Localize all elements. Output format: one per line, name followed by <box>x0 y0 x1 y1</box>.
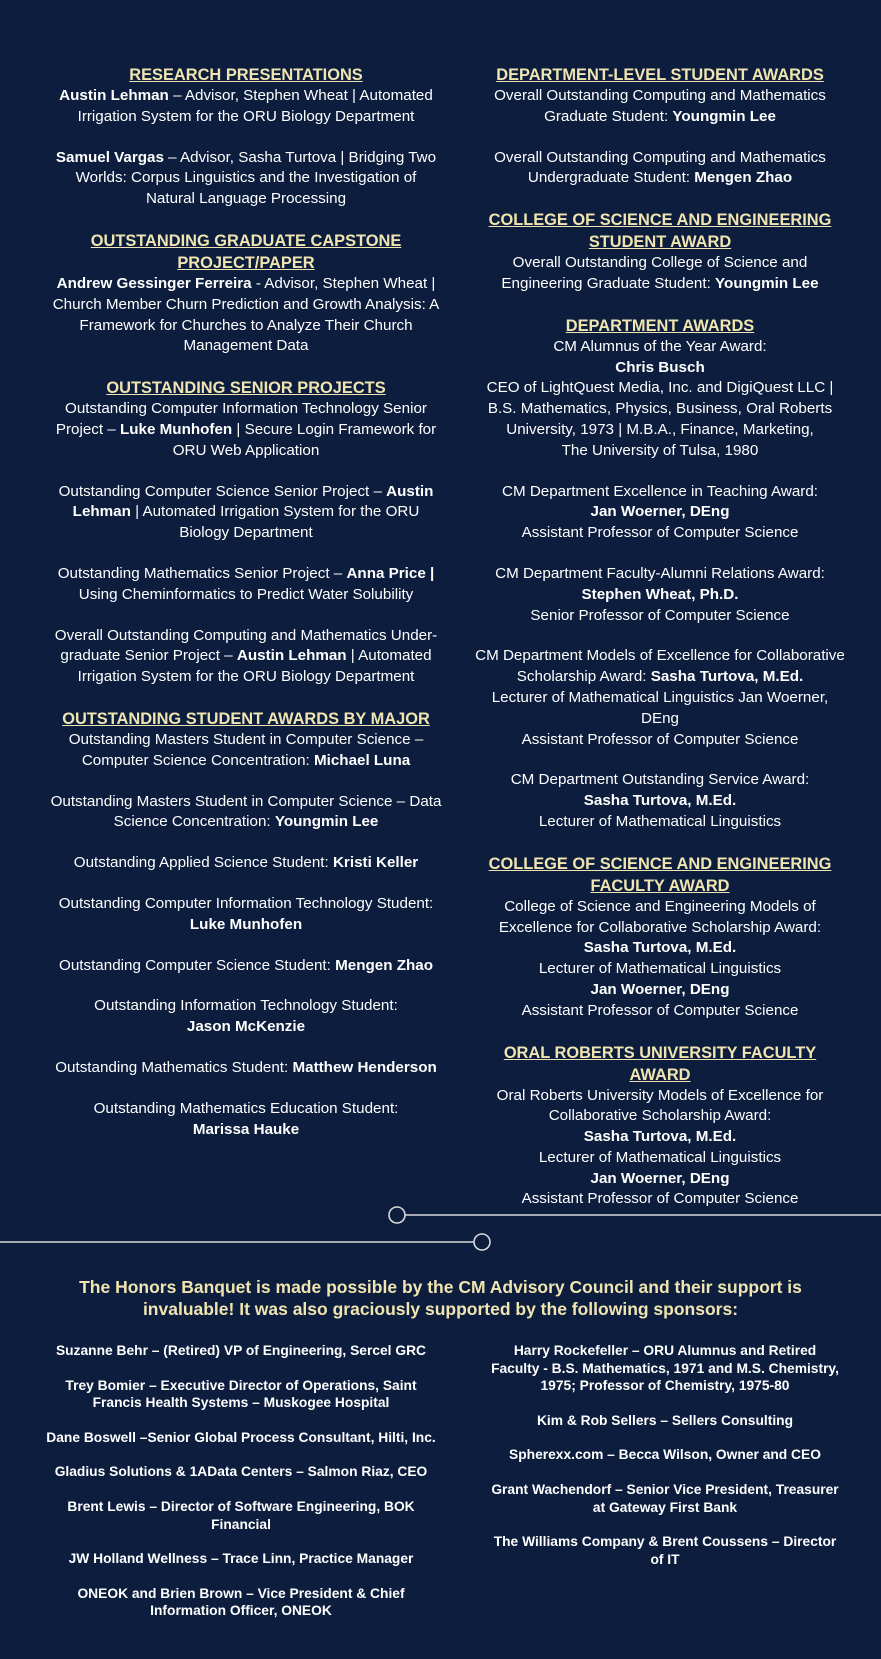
sponsor-item: JW Holland Wellness – Trace Linn, Practice Manager <box>68 1551 414 1567</box>
sponsor-item: Grant Wachendorf – Senior Vice President, Treasurer at Gateway First Bank <box>491 1481 839 1515</box>
department-awards-section <box>472 315 848 833</box>
major-award-item: Outstanding Computer Information Technology Student: Luke Munhofen <box>58 894 434 933</box>
research-item: Samuel Vargas – Advisor, Sasha Turtova | Bridging Two Worlds: Corpus Linguistics and the Investigation of Natural Language Processing <box>55 148 437 208</box>
models-excellence-award: CM Department Models of Excellence for Collaborative Scholarship Award: Sasha Turtova, M.Ed. Lecturer of Mathematical Linguistics Jan Woerner, DEng Assistant Professor of Computer Science <box>475 647 845 748</box>
section-heading: DEPARTMENT AWARDS <box>565 316 755 335</box>
service-award: CM Department Outstanding Service Award: Sasha Turtova, M.Ed. Lecturer of Mathematical Linguistics <box>510 771 810 830</box>
sponsor-item: Suzanne Behr – (Retired) VP of Engineering, Sercel GRC <box>55 1343 427 1358</box>
section-heading: OUTSTANDING STUDENT AWARDS BY MAJOR <box>62 709 430 728</box>
teaching-award: CM Department Excellence in Teaching Award: Jan Woerner, DEng Assistant Professor of Computer Science <box>501 482 818 542</box>
senior-item: Outstanding Computer Information Technology Senior Project – Luke Munhofen | Secure Login Framework for ORU Web Application <box>55 400 437 459</box>
major-award-item: Outstanding Applied Science Student: Kristi Keller <box>73 854 419 872</box>
sponsor-item: Gladius Solutions & 1AData Centers – Salmon Riaz, CEO <box>54 1464 428 1480</box>
senior-item: Outstanding Computer Science Senior Project – Austin Lehman | Automated Irrigation System for the ORU Biology Department <box>58 482 434 542</box>
section-heading: COLLEGE OF SCIENCE AND ENGINEERING FACULTY AWARD <box>488 854 832 895</box>
oru-faculty-award-section: ORAL ROBERTS UNIVERSITY FACULTY AWARD Oral Roberts University Models of Excellence for Collaborative Scholarship Award: Sasha Turtova, M.Ed. Lecturer of Mathematical Linguistics Jan Woerner, DEng Assistant Professor of Computer Science <box>472 1042 848 1211</box>
award-item: Overall Outstanding College of Science and Engineering Graduate Student: Youngmin Lee <box>501 254 819 292</box>
by-major-section <box>50 708 442 1140</box>
major-award-item: Outstanding Mathematics Student: Matthew Henderson <box>55 1058 437 1076</box>
sponsor-item: Harry Rockefeller – ORU Alumnus and Retired Faculty - B.S. Mathematics, 1971 and M.S. Chemistry, 1975; Professor of Chemistry, 1975-80 <box>491 1343 839 1394</box>
major-award-item: Outstanding Masters Student in Computer Science – Data Science Concentration: Youngmin Lee <box>50 792 442 831</box>
section-heading: COLLEGE OF SCIENCE AND ENGINEERING STUDENT AWARD <box>488 211 832 252</box>
sponsor-item: Spherexx.com – Becca Wilson, Owner and CEO <box>509 1447 821 1463</box>
left-column <box>50 64 442 1140</box>
sponsor-item: Kim & Rob Sellers – Sellers Consulting <box>536 1412 794 1428</box>
sponsor-item: Dane Boswell –Senior Global Process Consultant, Hilti, Inc. <box>46 1429 436 1445</box>
divider-circle-top <box>389 1207 405 1223</box>
major-award-item: Outstanding Masters Student in Computer Science – Computer Science Concentration: Michael Luna <box>68 730 424 769</box>
sponsors-right-column <box>490 1342 840 1585</box>
research-presentations-section <box>50 64 442 210</box>
sponsor-item: Trey Bomier – Executive Director of Operations, Saint Francis Health Systems – Muskogee Hospital <box>65 1377 417 1411</box>
section-heading: DEPARTMENT-LEVEL STUDENT AWARDS <box>496 66 824 84</box>
section-heading: OUTSTANDING GRADUATE CAPSTONE PROJECT/PAPER <box>90 231 402 272</box>
senior-projects-section <box>50 377 442 688</box>
decorative-divider <box>0 1200 881 1260</box>
section-heading: ORAL ROBERTS UNIVERSITY FACULTY AWARD <box>503 1043 817 1084</box>
sponsor-thanks-text: The Honors Banquet is made possible by the CM Advisory Council and their support is invaluable! It was also graciously supported by the following sponsors: <box>79 1277 802 1319</box>
section-heading: RESEARCH PRESENTATIONS <box>129 66 363 84</box>
sponsors-left-column <box>40 1342 442 1637</box>
dept-student-awards-section <box>472 64 848 189</box>
section-heading: OUTSTANDING SENIOR PROJECTS <box>106 379 386 398</box>
senior-item: Outstanding Mathematics Senior Project – Anna Price | Using Cheminformatics to Predict Water Solubility <box>57 564 435 603</box>
faculty-alumni-award: CM Department Faculty-Alumni Relations Award: Stephen Wheat, Ph.D. Senior Professor of Computer Science <box>495 564 825 624</box>
capstone-item: Andrew Gessinger Ferreira - Advisor, Stephen Wheat | Church Member Churn Prediction and Growth Analysis: A Framework for Churches to Analyze Their Church Management Data <box>52 274 440 355</box>
college-faculty-award-section: COLLEGE OF SCIENCE AND ENGINEERING FACULTY AWARD College of Science and Engineering Models of Excellence for Collaborative Scholarship Award: Sasha Turtova, M.Ed. Lecturer of Mathematical Linguistics Jan Woerner, DEng Assistant Professor of Computer Science <box>472 853 848 1022</box>
award-item: Overall Outstanding Computing and Mathematics Undergraduate Student: Mengen Zhao <box>494 148 826 187</box>
award-item: Overall Outstanding Computing and Mathematics Graduate Student: Youngmin Lee <box>494 87 826 125</box>
major-award-item: Outstanding Mathematics Education Student: Marissa Hauke <box>93 1099 399 1138</box>
major-award-item: Outstanding Computer Science Student: Mengen Zhao <box>59 956 433 974</box>
senior-item: Overall Outstanding Computing and Mathematics Under-graduate Senior Project – Austin Lehman | Automated Irrigation System for the ORU Biology Department <box>54 626 438 686</box>
divider-circle-bottom <box>474 1234 490 1250</box>
major-award-item: Outstanding Information Technology Student: Jason McKenzie <box>94 997 398 1036</box>
sponsor-item: ONEOK and Brien Brown – Vice President & Chief Information Officer, ONEOK <box>77 1585 405 1619</box>
college-student-award-section <box>472 209 848 295</box>
alumnus-award: CM Alumnus of the Year Award: Chris Busch CEO of LightQuest Media, Inc. and DigiQuest LLC | B.S. Mathematics, Physics, Business, Oral Roberts University, 1973 | M.B.A., Finance, Marketing, The University of Tulsa, 1980 <box>486 337 834 459</box>
capstone-section <box>50 230 442 357</box>
sponsor-item: Brent Lewis – Director of Software Engineering, BOK Financial <box>67 1498 415 1532</box>
research-item: Austin Lehman – Advisor, Stephen Wheat | Automated Irrigation System for the ORU Biology Department <box>59 87 433 125</box>
right-column <box>472 64 848 1210</box>
sponsor-item: The Williams Company & Brent Coussens – Director of IT <box>493 1534 837 1567</box>
